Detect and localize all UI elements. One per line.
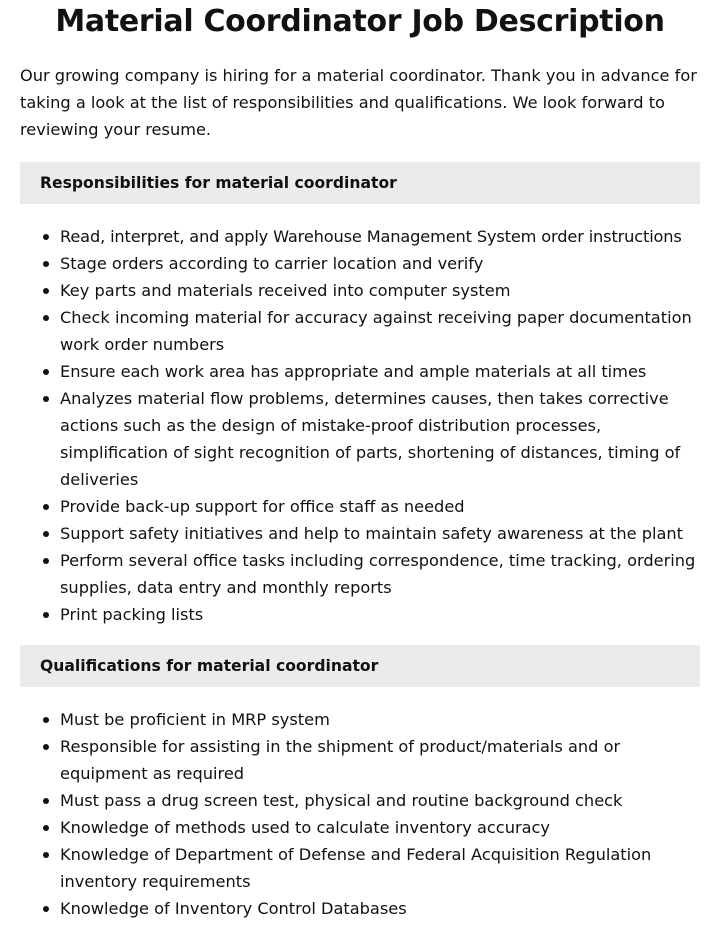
list-item: Perform several office tasks including correspondence, time tracking, ordering supplies, data entry and monthly reports xyxy=(20,547,700,601)
bullet-icon xyxy=(43,798,49,804)
intro-paragraph: Our growing company is hiring for a material coordinator. Thank you in advance for taking a look at the list of responsibilities and qualifications. We look forward to reviewing your resume. xyxy=(20,66,697,139)
list-item: Stage orders according to carrier location and verify xyxy=(20,250,700,277)
bullet-icon xyxy=(43,369,49,375)
bullet-icon xyxy=(43,531,49,537)
list-item: Check incoming material for accuracy against receiving paper documentation work order numbers xyxy=(20,304,700,358)
list-item: Knowledge of Department of Defense and Federal Acquisition Regulation inventory requirements xyxy=(20,841,700,895)
bullet-icon xyxy=(43,717,49,723)
bullet-icon xyxy=(43,288,49,294)
list-item: Ensure each work area has appropriate and ample materials at all times xyxy=(20,358,700,385)
bullet-icon xyxy=(43,852,49,858)
bullet-icon xyxy=(43,315,49,321)
list-item: Responsible for assisting in the shipment of product/materials and or equipment as required xyxy=(20,733,700,787)
bullet-icon xyxy=(43,906,49,912)
list-item: Analyzes material flow problems, determines causes, then takes corrective actions such as the design of mistake-proof distribution processes, simplification of sight recognition of parts, shortening of distances, timing of deliveries xyxy=(20,385,700,493)
list-item: Must be proficient in MRP system xyxy=(20,706,700,733)
list-item: Key parts and materials received into computer system xyxy=(20,277,700,304)
list-item: Knowledge of methods used to calculate inventory accuracy xyxy=(20,814,700,841)
list-item: Must pass a drug screen test, physical and routine background check xyxy=(20,787,700,814)
list-item: Read, interpret, and apply Warehouse Management System order instructions xyxy=(20,223,700,250)
bullet-icon xyxy=(43,234,49,240)
list-item: Provide back-up support for office staff as needed xyxy=(20,493,700,520)
bullet-icon xyxy=(43,504,49,510)
bullet-icon xyxy=(43,558,49,564)
responsibilities-list xyxy=(20,223,700,628)
list-item: Print packing lists xyxy=(20,601,700,628)
bullet-icon xyxy=(43,744,49,750)
bullet-icon xyxy=(43,825,49,831)
qualifications-heading: Qualifications for material coordinator xyxy=(20,645,700,687)
qualifications-list xyxy=(20,706,700,922)
bullet-icon xyxy=(43,612,49,618)
page-title: Material Coordinator Job Description xyxy=(55,4,665,39)
responsibilities-heading: Responsibilities for material coordinator xyxy=(20,162,700,204)
bullet-icon xyxy=(43,261,49,267)
bullet-icon xyxy=(43,396,49,402)
list-item: Knowledge of Inventory Control Databases xyxy=(20,895,700,922)
list-item: Support safety initiatives and help to maintain safety awareness at the plant xyxy=(20,520,700,547)
